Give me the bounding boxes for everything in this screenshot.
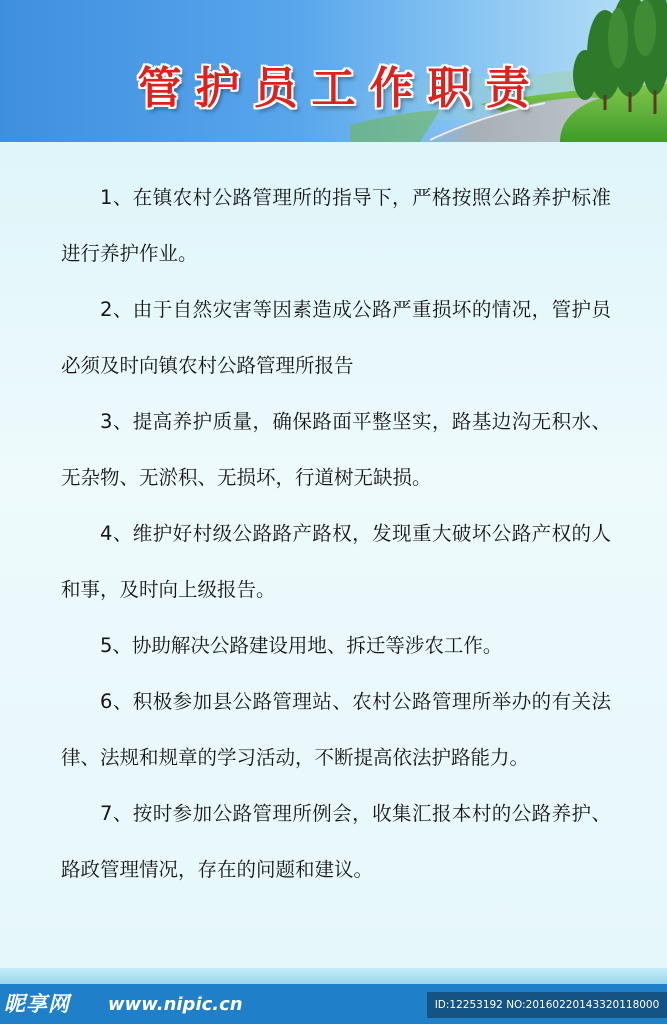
duty-item: 4、维护好村级公路路产路权，发现重大破坏公路产权的人和事，及时向上级报告。 <box>61 522 611 601</box>
duty-item: 5、协助解决公路建设用地、拆迁等涉农工作。 <box>100 634 503 657</box>
watermark-id: ID:12253192 NO:20160220143320118000 <box>427 992 667 1018</box>
duty-item: 7、按时参加公路管理所例会，收集汇报本村的公路养护、路政管理情况，存在的问题和建议。 <box>61 802 611 881</box>
duty-item: 3、提高养护质量，确保路面平整坚实，路基边沟无积水、无杂物、无淤积、无损坏，行道树无缺损。 <box>61 410 611 489</box>
duty-item: 1、在镇农村公路管理所的指导下，严格按照公路养护标准进行养护作业。 <box>61 186 611 265</box>
page-title: 管护员工作职责 <box>137 63 544 114</box>
watermark-logo: 昵享网 <box>4 992 70 1016</box>
watermark-url: www.nipic.cn <box>108 994 243 1015</box>
duty-item: 6、积极参加县公路管理站、农村公路管理所举办的有关法律、法规和规章的学习活动，不断提高依法护路能力。 <box>61 690 611 769</box>
duty-item: 2、由于自然灾害等因素造成公路严重损坏的情况，管护员必须及时向镇农村公路管理所报告 <box>61 298 611 377</box>
duty-list <box>61 170 611 898</box>
header-banner <box>0 0 667 142</box>
